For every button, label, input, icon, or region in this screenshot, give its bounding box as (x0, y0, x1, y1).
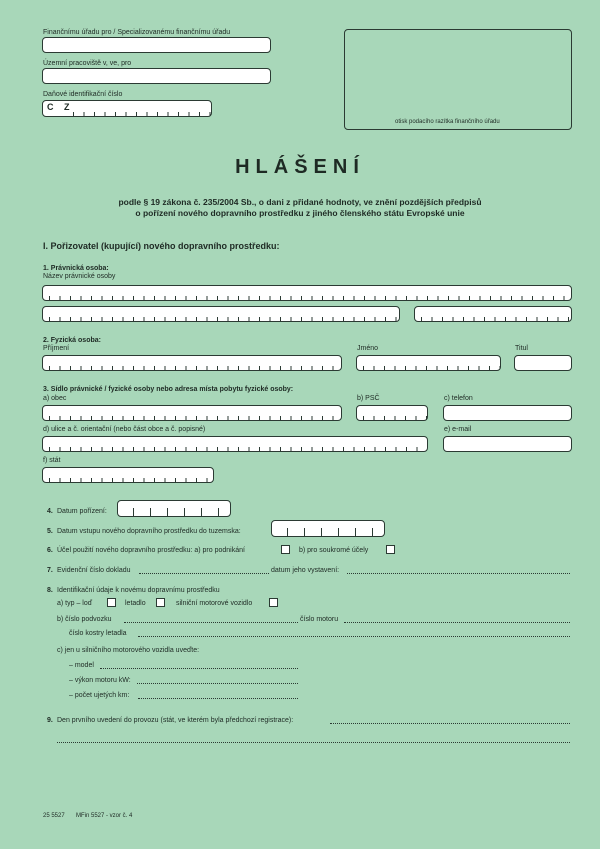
footer-code: 25 5527 (43, 813, 65, 819)
surname-field[interactable] (42, 355, 342, 371)
acquisition-date-field[interactable] (117, 500, 231, 517)
km-line[interactable] (138, 698, 298, 699)
item9-label: Den prvního uvedení do provozu (stát, ve kterém byla předchozí registrace): (57, 717, 294, 724)
tax-id-field[interactable] (42, 100, 212, 117)
surname-label: Příjmení (43, 345, 70, 352)
title-field[interactable] (514, 355, 572, 371)
street-field[interactable] (42, 436, 428, 452)
subtitle-line2: o pořízení nového dopravního prostředku z jiného členského státu Evropské unie (135, 208, 465, 218)
footer-form: MFin 5527 - vzor č. 4 (76, 813, 133, 819)
email-label: e) e-mail (444, 426, 472, 433)
address-title: 3. Sídlo právnické / fyzické osoby nebo adresa místa pobytu fyzické osoby: (43, 386, 294, 393)
item9-num: 9. (47, 717, 53, 724)
entry-date-field[interactable] (271, 520, 385, 537)
item5-num: 5. (47, 528, 53, 535)
city-label: a) obec (43, 395, 67, 402)
item8-a-label: a) typ – loď (57, 600, 93, 607)
first-use-line-2[interactable] (57, 742, 570, 743)
legal-person-name-field-1[interactable] (42, 285, 572, 301)
page-title: HLÁŠENÍ (235, 156, 365, 178)
item8-num: 8. (47, 587, 53, 594)
territorial-field[interactable] (42, 68, 271, 84)
item7-num: 7. (47, 567, 53, 574)
item6-num: 6. (47, 547, 53, 554)
chassis-number-line[interactable] (124, 622, 298, 623)
zip-field[interactable] (356, 405, 428, 421)
country-field[interactable] (42, 467, 214, 483)
item8-b-engine: číslo motoru (300, 616, 339, 623)
vehicle-checkbox[interactable] (269, 598, 278, 607)
issue-date-line[interactable] (347, 573, 570, 574)
phone-field[interactable] (443, 405, 572, 421)
stamp-label: otisk podacího razítka finančního úřadu (395, 119, 500, 125)
legal-person-name-label: Název právnické osoby (43, 273, 116, 280)
street-label: d) ulice a č. orientační (nebo část obce a č. popisné) (43, 426, 206, 433)
first-use-line-1[interactable] (330, 723, 570, 724)
item8-c-label: c) jen u silničního motorového vozidla uveďte: (57, 647, 200, 654)
item6-label: Účel použití nového dopravního prostředku: a) pro podnikání (57, 547, 245, 554)
stamp-box (344, 29, 572, 130)
section1-title: I. Pořizovatel (kupující) nového dopravního prostředku: (43, 241, 280, 251)
email-field[interactable] (443, 436, 572, 452)
item8-c-model: – model (69, 662, 94, 669)
item8-a-vehicle: silniční motorové vozidlo (176, 600, 253, 607)
ship-checkbox[interactable] (107, 598, 116, 607)
model-line[interactable] (100, 668, 298, 669)
first-name-field[interactable] (356, 355, 501, 371)
zip-label: b) PSČ (357, 395, 380, 402)
item6-label-b: b) pro soukromé účely (299, 547, 369, 554)
item8-c-power: – výkon motoru kW: (69, 677, 131, 684)
phone-label: c) telefon (444, 395, 473, 402)
plane-checkbox[interactable] (156, 598, 165, 607)
item8-c-hours: – počet ujetých km: (69, 692, 130, 699)
item4-label: Datum pořízení: (57, 508, 107, 515)
private-use-checkbox[interactable] (386, 545, 395, 554)
item8-b-label: b) číslo podvozku (57, 616, 112, 623)
document-number-line[interactable] (139, 573, 269, 574)
item7-label: Evidenční číslo dokladu (57, 567, 131, 574)
business-use-checkbox[interactable] (281, 545, 290, 554)
engine-number-line[interactable] (344, 622, 570, 623)
legal-person-name-field-2[interactable] (42, 306, 400, 322)
tax-id-prefix: C Z (47, 102, 74, 112)
item8-a-plane: letadlo (125, 600, 146, 607)
office-label: Finančnímu úřadu pro / Specializovanému finančnímu úřadu (43, 29, 231, 36)
item8-b-frame: číslo kostry letadla (69, 630, 127, 637)
tax-id-label: Daňové identifikační číslo (43, 91, 123, 98)
office-field[interactable] (42, 37, 271, 53)
item4-num: 4. (47, 508, 53, 515)
legal-person-title: 1. Právnická osoba: (43, 265, 109, 272)
item8-label: Identifikační údaje k novému dopravnímu prostředku (57, 587, 220, 594)
legal-person-id-field[interactable] (414, 306, 572, 322)
natural-person-title: 2. Fyzická osoba: (43, 337, 101, 344)
power-line[interactable] (137, 683, 298, 684)
country-label: f) stát (43, 457, 61, 464)
territorial-label: Územní pracoviště v, ve, pro (43, 60, 132, 67)
subtitle-line1: podle § 19 zákona č. 235/2004 Sb., o dani z přidané hodnoty, ve znění pozdějších předpisů (118, 197, 482, 207)
title-label: Titul (515, 345, 528, 352)
city-field[interactable] (42, 405, 342, 421)
item5-label: Datum vstupu nového dopravního prostředku do tuzemska: (57, 528, 241, 535)
first-name-label: Jméno (357, 345, 379, 352)
frame-number-line[interactable] (138, 636, 570, 637)
item7-label-b: datum jeho vystavení: (271, 567, 340, 574)
